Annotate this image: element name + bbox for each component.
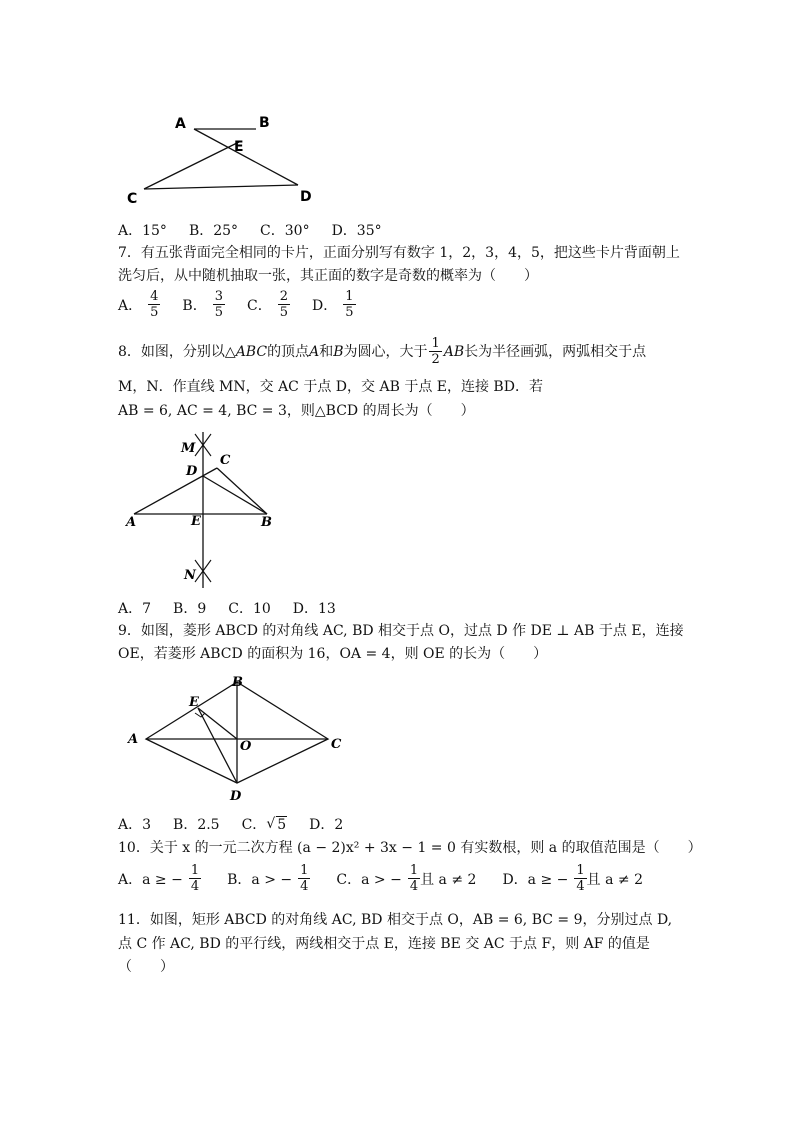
label-d: D [186, 464, 198, 479]
label-e: E [234, 139, 244, 155]
label-e: E [189, 695, 199, 710]
q11-line-2: 点 C 作 AC, BD 的平行线，两线相交于点 E，连接 BE 交 AC 于点 F，则 AF 的值是 [118, 936, 650, 952]
label-e: E [191, 514, 201, 529]
q6-option-d[interactable]: D．35° [331, 223, 382, 239]
q7-line-2: 洗匀后，从中随机抽取一张，其正面的数字是奇数的概率为（ ） [118, 268, 538, 284]
q8-line-2: M，N．作直线 MN，交 AC 于点 D，交 AB 于点 E，连接 BD．若 [118, 379, 543, 395]
q7-option-a[interactable]: A． $\frac{4}{5}$ [118, 289, 159, 320]
q8-option-d[interactable]: D．13 [292, 601, 336, 617]
q10-option-a[interactable]: A．a ≥ − $\frac{1}{4}$ [118, 863, 200, 894]
label-a: A [126, 515, 137, 530]
q7-line-1: 7．有五张背面完全相同的卡片，正面分别写有数字 1，2，3，4，5，把这些卡片背面朝上 [118, 245, 680, 261]
label-b: B [232, 675, 243, 690]
q9-line-2: OE，若菱形 ABCD 的面积为 16，OA = 4，则 OE 的长为（ ） [118, 646, 548, 662]
label-a: A [175, 116, 186, 132]
q11-line-3: （ ） [118, 959, 174, 975]
label-c: C [127, 191, 138, 207]
q7-option-b[interactable]: B． $\frac{3}{5}$ [182, 289, 223, 320]
q6-options [118, 220, 404, 240]
q8-line-1: 8．如图，分别以△ ABC 的顶点 A 和 B 为圆心，大于 $\frac{1}{2}$ AB 长为半径画弧，两弧相交于点 [118, 336, 647, 367]
figure-triangles-ab-cd [118, 108, 338, 208]
label-d: D [230, 789, 242, 804]
q10-option-b[interactable]: B．a > − $\frac{1}{4}$ [227, 863, 309, 894]
q9-option-d[interactable]: D．2 [309, 817, 344, 833]
q7-option-c[interactable]: C． $\frac{2}{5}$ [246, 289, 288, 320]
q10-options [118, 863, 665, 894]
q7-option-d[interactable]: D． $\frac{1}{5}$ [311, 289, 354, 320]
q9-option-c[interactable]: C． √ 5 [241, 816, 287, 833]
q6-option-b[interactable]: B．25° [188, 223, 239, 239]
q9-option-b[interactable]: B．2.5 [173, 817, 220, 833]
q10-option-d[interactable]: D．a ≥ − $\frac{1}{4}$ 且 a ≠ 2 [502, 863, 643, 894]
sqrt-symbol: √ [266, 816, 276, 832]
q10-option-c[interactable]: C．a > − $\frac{1}{4}$ 且 a ≠ 2 [336, 863, 477, 894]
label-d: D [300, 189, 312, 205]
q6-option-a[interactable]: A．15° [118, 223, 167, 239]
q10-line-1: 10．关于 x 的一元二次方程 (a − 2)x² + 3x − 1 = 0 有实数根，则 a 的取值范围是（ ） [118, 840, 702, 856]
q7-options [118, 289, 378, 320]
q8-options [118, 598, 358, 618]
q8-option-b[interactable]: B．9 [173, 601, 207, 617]
q9-options [118, 814, 365, 834]
label-o: O [240, 739, 252, 754]
q11-line-1: 11．如图，矩形 ABCD 的对角线 AC, BD 相交于点 O，AB = 6, BC = 9，分别过点 D, [118, 912, 673, 928]
figure-perpendicular-bisector [118, 428, 288, 590]
q9-line-1: 9．如图，菱形 ABCD 的对角线 AC, BD 相交于点 O，过点 D 作 DE ⊥ AB 于点 E，连接 [118, 623, 684, 639]
label-a: A [128, 732, 139, 747]
label-n: N [184, 568, 196, 583]
label-m: M [181, 441, 196, 456]
q9-option-a[interactable]: A．3 [118, 817, 152, 833]
label-b: B [261, 515, 272, 530]
q8-line-3: AB = 6, AC = 4, BC = 3，则△BCD 的周长为（ ） [118, 403, 475, 419]
q8-option-a[interactable]: A．7 [118, 601, 152, 617]
label-c: C [331, 737, 342, 752]
label-c: C [220, 453, 231, 468]
label-b: B [259, 115, 270, 131]
q8-option-c[interactable]: C．10 [228, 601, 271, 617]
q6-option-c[interactable]: C．30° [260, 223, 310, 239]
figure-rhombus [118, 672, 358, 807]
